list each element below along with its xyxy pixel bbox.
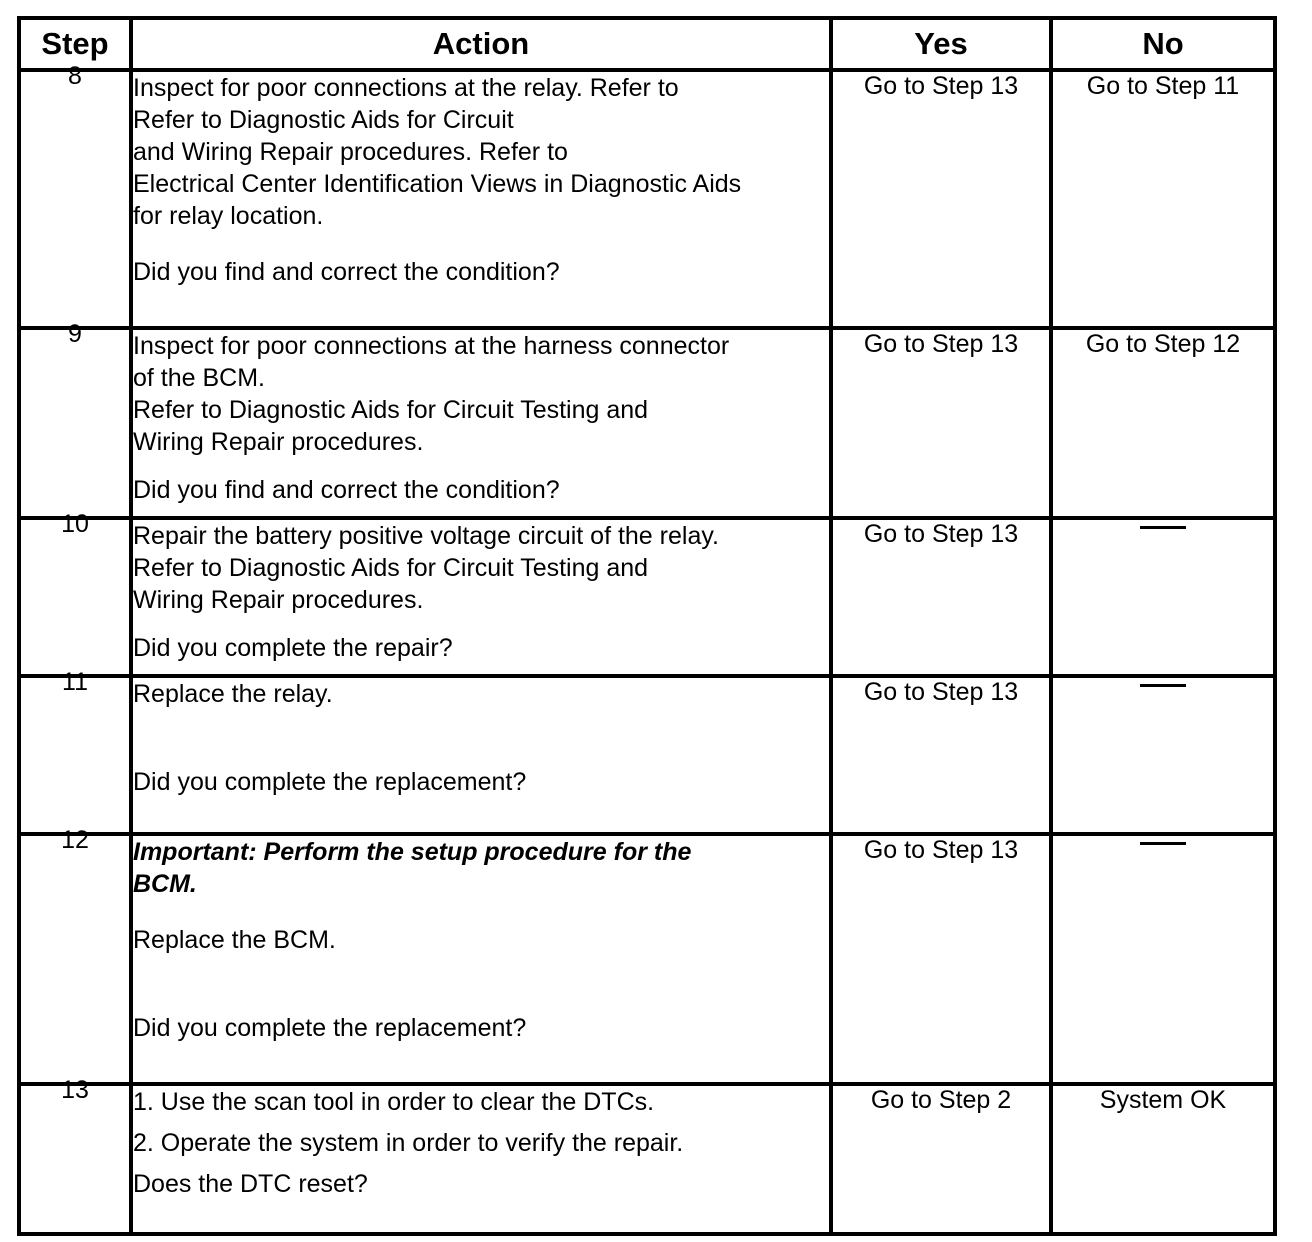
- table-row: [19, 1084, 1275, 1234]
- diagnostic-table: [17, 16, 1277, 1236]
- yes-cell: [831, 834, 1051, 1084]
- action-cell: [131, 70, 831, 328]
- header-row: [19, 18, 1275, 70]
- header-step: Step: [19, 18, 131, 70]
- action-line: Replace the relay.: [133, 680, 333, 708]
- action-question: Did you complete the replacement?: [133, 1014, 527, 1042]
- step-number: [19, 62, 131, 328]
- action-line: of the BCM.: [133, 364, 265, 392]
- action-cell: [131, 518, 831, 676]
- no-result: Go to Step 12: [1085, 330, 1241, 358]
- no-cell: [1051, 676, 1275, 834]
- yes-cell: [831, 676, 1051, 834]
- important-note: BCM.: [133, 870, 197, 898]
- action-line: Inspect for poor connections at the relay. Refer to: [133, 74, 679, 102]
- step-number: [19, 826, 131, 1084]
- step-number: [19, 668, 131, 834]
- yes-cell: [831, 328, 1051, 518]
- action-cell: [131, 328, 831, 518]
- step-number-text: 11: [62, 668, 88, 696]
- step-number-text: 12: [61, 826, 89, 854]
- action-question: Did you complete the replacement?: [133, 768, 527, 796]
- action-line: Wiring Repair procedures.: [133, 586, 424, 614]
- no-cell: [1051, 70, 1275, 328]
- no-result-dash: [1140, 526, 1186, 529]
- step-number: [19, 1076, 131, 1234]
- yes-cell: [831, 1084, 1051, 1234]
- yes-result: Go to Step 13: [863, 836, 1019, 864]
- table-row: [19, 834, 1275, 1084]
- yes-result: Go to Step 13: [863, 520, 1019, 548]
- action-cell: [131, 1084, 831, 1234]
- action-question: Did you find and correct the condition?: [133, 476, 560, 504]
- no-result-dash: [1140, 842, 1186, 845]
- no-cell: [1051, 834, 1275, 1084]
- action-line: Refer to Diagnostic Aids for Circuit Testing and: [133, 554, 649, 582]
- header-action: Action: [131, 18, 831, 70]
- table-row: [19, 518, 1275, 676]
- no-cell: [1051, 1084, 1275, 1234]
- table-row: [19, 328, 1275, 518]
- action-line: Electrical Center Identification Views in Diagnostic Aids: [133, 170, 742, 198]
- action-cell: [131, 834, 831, 1084]
- action-question: Does the DTC reset?: [133, 1170, 368, 1198]
- action-line: Refer to Diagnostic Aids for Circuit: [133, 106, 514, 134]
- step-number-text: 10: [61, 510, 89, 538]
- action-line: Inspect for poor connections at the harness connector: [133, 332, 730, 360]
- table-row: [19, 70, 1275, 328]
- yes-result: Go to Step 13: [863, 72, 1019, 100]
- action-question: Did you find and correct the condition?: [133, 258, 560, 286]
- yes-result: Go to Step 2: [870, 1086, 1012, 1114]
- important-note: Important: Perform the setup procedure for the: [133, 838, 692, 866]
- header-no: No: [1051, 18, 1275, 70]
- action-question: Did you complete the repair?: [133, 634, 453, 662]
- action-line: and Wiring Repair procedures. Refer to: [133, 138, 568, 166]
- action-line: for relay location.: [133, 202, 324, 230]
- yes-result: Go to Step 13: [863, 678, 1019, 706]
- no-result-dash: [1140, 684, 1186, 687]
- action-line: Repair the battery positive voltage circuit of the relay.: [133, 522, 719, 550]
- step-number-text: 9: [68, 320, 82, 348]
- action-line: Replace the BCM.: [133, 926, 336, 954]
- yes-cell: [831, 70, 1051, 328]
- yes-result: Go to Step 13: [863, 330, 1019, 358]
- action-line: Wiring Repair procedures.: [133, 428, 424, 456]
- no-cell: [1051, 518, 1275, 676]
- no-result: Go to Step 11: [1086, 72, 1240, 100]
- action-line: 1. Use the scan tool in order to clear the DTCs.: [133, 1088, 655, 1116]
- header-yes: Yes: [831, 18, 1051, 70]
- action-line: 2. Operate the system in order to verify the repair.: [133, 1129, 684, 1157]
- table-row: [19, 676, 1275, 834]
- no-result: System OK: [1099, 1086, 1227, 1114]
- step-number: [19, 320, 131, 518]
- action-cell: [131, 676, 831, 834]
- yes-cell: [831, 518, 1051, 676]
- step-number-text: 13: [61, 1076, 89, 1104]
- step-number: [19, 510, 131, 676]
- action-line: Refer to Diagnostic Aids for Circuit Testing and: [133, 396, 649, 424]
- step-number-text: 8: [68, 62, 82, 90]
- no-cell: [1051, 328, 1275, 518]
